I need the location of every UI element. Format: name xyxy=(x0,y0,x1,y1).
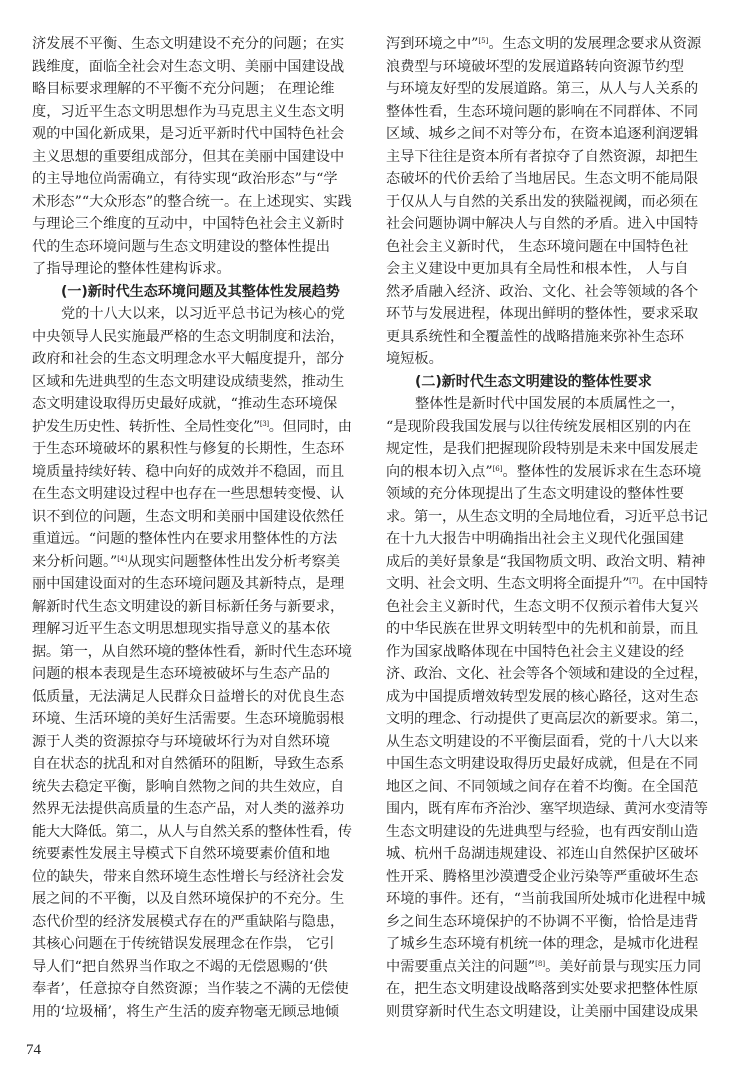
text-line xyxy=(32,168,352,191)
text-line xyxy=(386,348,708,371)
text-line xyxy=(386,663,708,686)
text-line xyxy=(386,461,708,484)
citation-marker: [6] xyxy=(492,464,503,473)
text-line xyxy=(386,168,708,191)
citation-marker: [3] xyxy=(259,419,269,428)
line-text: 社会问题协调中解决人与自然的矛盾。进入中国特 xyxy=(386,216,699,232)
text-line xyxy=(386,236,708,259)
text-line xyxy=(32,978,352,1001)
text-line xyxy=(32,506,352,529)
line-text: 观的中国化新成果，是习近平新时代中国特色社会 xyxy=(32,126,345,142)
text-line xyxy=(32,146,352,169)
line-text: 泻到环境之中” xyxy=(386,36,479,52)
text-line xyxy=(386,956,708,979)
left-column xyxy=(32,33,352,1023)
line-text: 自在状态的扰乱和对自然循环的阻断，导致生态系 xyxy=(32,756,345,772)
text-line xyxy=(386,911,708,934)
line-text: 护发生历史性、转折性、全局性变化” xyxy=(32,418,260,435)
line-text: 性开采、腾格里沙漠遭受企业污染等严重破坏生态 xyxy=(386,868,699,885)
line-text: 济发展不平衡、生态文明建设不充分的问题；在实 xyxy=(32,36,345,52)
text-line xyxy=(32,78,352,101)
text-line xyxy=(386,506,708,529)
line-text: “是现阶段我国发展与以往传统发展相区别的内在 xyxy=(386,418,692,435)
line-text: 导人们“把自然界当作取之不竭的无偿恩赐的‘供 xyxy=(32,958,328,975)
line-text: 在生态文明建设过程中也存在一些思想转变慢、认 xyxy=(32,486,345,502)
text-line xyxy=(386,191,708,214)
text-line xyxy=(386,888,708,911)
line-text-after-citation: 。美好前景与现实压力同 xyxy=(545,958,702,975)
text-line xyxy=(32,213,352,236)
text-line xyxy=(386,1001,708,1024)
text-line xyxy=(32,551,352,574)
line-text: 据。第一，从自然环境的整体性看，新时代生态环境 xyxy=(32,643,352,660)
text-line xyxy=(32,236,352,259)
text-line xyxy=(32,821,352,844)
section-heading xyxy=(32,281,352,304)
line-text: 中央领导人民实施最严格的生态文明制度和法治， xyxy=(32,328,345,345)
text-line xyxy=(386,123,708,146)
text-line xyxy=(32,753,352,776)
text-line xyxy=(32,641,352,664)
text-line xyxy=(386,393,708,416)
line-text: 践维度，面临全社会对生态文明、美丽中国建设战 xyxy=(32,58,345,75)
section-heading xyxy=(386,371,708,394)
line-text: 态文明建设取得历史最好成就，“推动生态环境保 xyxy=(32,396,338,412)
text-line xyxy=(32,731,352,754)
text-line xyxy=(32,416,352,439)
text-line xyxy=(386,821,708,844)
text-line xyxy=(386,483,708,506)
text-line xyxy=(32,686,352,709)
text-line xyxy=(386,213,708,236)
line-text: (二)新时代生态文明建设的整体性要求 xyxy=(415,373,652,390)
line-text: 色社会主义新时代， 生态环境问题在中国特色社 xyxy=(386,238,689,255)
line-text: 整体性看，生态环境问题的影响在不同群体、不同 xyxy=(386,103,699,120)
line-text: 领域的充分体现提出了生态文明建设的整体性要 xyxy=(386,486,684,502)
line-text: 色社会主义新时代，生态文明不仅预示着伟大复兴 xyxy=(386,598,699,615)
citation-marker: [5] xyxy=(478,37,489,45)
line-text: 区域、城乡之间不对等分布，在资本追逐利润逻辑 xyxy=(386,126,699,142)
line-text: 问题的根本表现是生态环境被破坏与生态产品的 xyxy=(32,666,330,682)
line-text-after-citation: 。整体性的发展诉求在生态环境 xyxy=(502,463,702,480)
text-line xyxy=(386,78,708,101)
text-line xyxy=(32,348,352,371)
line-text: 城、杭州千岛湖违规建设、祁连山自然保护区破坏 xyxy=(386,846,699,862)
line-text: 中需要重点关注的问题” xyxy=(386,958,536,975)
text-line xyxy=(32,258,352,281)
text-line xyxy=(32,461,352,484)
text-line xyxy=(32,663,352,686)
line-text: 术形态”“大众形态”的整合统一。在上述现实、实践 xyxy=(32,193,352,210)
line-text: 与环境友好型的发展道路。第三，从人与人关系的 xyxy=(386,81,699,97)
citation-marker: [8] xyxy=(535,959,546,968)
line-text-after-citation: 。生态文明的发展理念要求从资源 xyxy=(488,36,702,52)
text-line xyxy=(386,708,708,731)
line-text: 中国生态文明建设取得历史最好成就，但是在不同 xyxy=(386,756,699,772)
text-line xyxy=(386,326,708,349)
line-text: 区域和先进典型的生态文明建设成绩斐然，推动生 xyxy=(32,373,345,390)
line-text: 代的生态环境问题与生态文明建设的整体性提出 xyxy=(32,238,330,255)
text-line xyxy=(32,101,352,124)
line-text: 了城乡生态环境有机统一体的理念，是城市化进程 xyxy=(386,936,699,952)
line-text: 能大大降低。第二，从人与自然关系的整体性看，传 xyxy=(32,823,352,840)
line-text: 态代价型的经济发展模式存在的严重缺陷与隐患， xyxy=(32,913,345,930)
line-text: 与理论三个维度的互动中，中国特色社会主义新时 xyxy=(32,216,345,232)
line-text: 略目标要求理解的不平衡不充分问题； 在理论维 xyxy=(32,81,335,97)
text-line xyxy=(32,911,352,934)
line-text: 于生态环境破坏的累积性与修复的长期性，生态环 xyxy=(32,441,345,457)
text-line xyxy=(32,798,352,821)
text-line xyxy=(386,101,708,124)
line-text: 在十九大报告中明确指出社会主义现代化强国建 xyxy=(386,531,684,547)
line-text: 文明、社会文明、生态文明将全面提升” xyxy=(386,576,630,592)
line-text: 其核心问题在于传统错误发展理念在作祟， 它引 xyxy=(32,936,335,952)
page-number: 74 xyxy=(26,1042,41,1058)
text-line xyxy=(32,438,352,461)
text-line xyxy=(32,528,352,551)
text-line xyxy=(32,776,352,799)
text-line xyxy=(386,753,708,776)
text-line xyxy=(386,776,708,799)
text-line xyxy=(386,573,708,596)
text-line xyxy=(32,33,352,56)
line-text: 更具系统性和全覆盖性的战略措施来弥补生态环 xyxy=(386,328,684,345)
text-line xyxy=(386,146,708,169)
text-line xyxy=(386,416,708,439)
text-line xyxy=(386,933,708,956)
text-line xyxy=(386,56,708,79)
line-text-after-citation: 。但同时，由 xyxy=(268,418,352,435)
line-text: 浪费型与环境破坏型的发展道路转向资源节约型 xyxy=(386,58,684,75)
line-text: 展之间的不平衡，以及自然环境保护的不充分。生 xyxy=(32,891,345,907)
text-line xyxy=(32,618,352,641)
line-text: 从生态文明建设的不平衡层面看，党的十八大以来 xyxy=(386,733,699,750)
text-line xyxy=(386,528,708,551)
text-line xyxy=(386,596,708,619)
line-text: 的中华民族在世界文明转型中的先机和前景，而且 xyxy=(386,621,699,637)
line-text: 境短板。 xyxy=(386,351,443,367)
text-line xyxy=(32,123,352,146)
line-text: 在，把生态文明建设战略落到实处要求把整体性原 xyxy=(386,981,699,997)
text-line xyxy=(32,1001,352,1024)
text-line xyxy=(32,708,352,731)
line-text: 的主导地位尚需确立，有待实现“政治形态”与“学 xyxy=(32,171,338,187)
line-text-after-citation: 。在中国特 xyxy=(638,576,708,592)
line-text: 环境、生活环境的美好生活需要。生态环境脆弱根 xyxy=(32,711,345,727)
text-line xyxy=(386,731,708,754)
line-text: 生态文明建设的先进典型与经验，也有西安削山造 xyxy=(386,823,699,840)
text-line xyxy=(32,866,352,889)
line-text: 主义思想的重要组成部分，但其在美丽中国建设中 xyxy=(32,148,345,165)
line-text: 低质量，无法满足人民群众日益增长的对优良生态 xyxy=(32,688,345,705)
line-text: 重道远。“问题的整体性内在要求用整体性的方法 xyxy=(32,531,338,547)
line-text: 理解习近平生态文明思想现实指导意义的基本依 xyxy=(32,621,330,637)
line-text: 向的根本切入点” xyxy=(386,463,493,480)
citation-marker: [7] xyxy=(629,577,639,585)
line-text: 求。第一，从生态文明的全局地位看，习近平总书记 xyxy=(386,508,708,525)
line-text: 于仅从人与自然的关系出发的狭隘视阈，而必须在 xyxy=(386,193,699,210)
line-text: 则贯穿新时代生态文明建设，让美丽中国建设成果 xyxy=(386,1003,699,1020)
line-text: 然矛盾融入经济、政治、文化、社会等领域的各个 xyxy=(386,283,699,300)
line-text: 济、政治、文化、社会等各个领域和建设的全过程， xyxy=(386,666,708,682)
line-text: 统要素性发展主导模式下自然环境要素价值和地 xyxy=(32,846,330,862)
text-line xyxy=(32,393,352,416)
right-column xyxy=(386,33,708,1023)
line-text: 奉者’，任意掠夺自然资源；当作装之不满的无偿使 xyxy=(32,981,349,997)
text-line xyxy=(386,438,708,461)
line-text: 政府和社会的生态文明理念水平大幅度提升，部分 xyxy=(32,351,345,367)
line-text: 党的十八大以来，以习近平总书记为核心的党 xyxy=(61,306,345,322)
text-line xyxy=(32,843,352,866)
line-text: 态破坏的代价丢给了当地居民。生态文明不能局限 xyxy=(386,171,699,187)
line-text: 然界无法提供高质量的生态产品，对人类的滋养功 xyxy=(32,801,345,817)
line-text: 环境的事件。还有，“当前我国所处城市化进程中城 xyxy=(386,891,706,907)
line-text: 乡之间生态环境保护的不协调不平衡，恰恰是违背 xyxy=(386,913,699,930)
line-text: 成为中国提质增效转型发展的核心路径，这对生态 xyxy=(386,688,699,705)
text-line xyxy=(32,191,352,214)
text-line xyxy=(386,281,708,304)
line-text: 统失去稳定平衡，影响自然物之间的共生效应，自 xyxy=(32,778,345,795)
text-line xyxy=(32,888,352,911)
line-text: 了指导理论的整体性建构诉求。 xyxy=(32,261,231,277)
text-line xyxy=(32,483,352,506)
text-line xyxy=(386,798,708,821)
text-line xyxy=(386,641,708,664)
line-text: 位的缺失，带来自然环境生态性增长与经济社会发 xyxy=(32,868,345,885)
text-line xyxy=(32,596,352,619)
text-line xyxy=(32,326,352,349)
line-text: 环节与发展进程，体现出鲜明的整体性，要求采取 xyxy=(386,306,699,322)
text-line xyxy=(386,978,708,1001)
line-text: 地区之间、不同领域之间存在着不均衡。在全国范 xyxy=(386,778,699,795)
line-text: 解新时代生态文明建设的新目标新任务与新要求， xyxy=(32,598,345,615)
text-line xyxy=(386,303,708,326)
text-line xyxy=(32,56,352,79)
text-line xyxy=(386,686,708,709)
line-text: 度，习近平生态文明思想作为马克思主义生态文明 xyxy=(32,103,345,120)
text-line xyxy=(386,843,708,866)
line-text: 会主义建设中更加具有全局性和根本性， 人与自 xyxy=(386,261,689,277)
text-line xyxy=(32,573,352,596)
line-text: 作为国家战略体现在中国特色社会主义建设的经 xyxy=(386,643,684,660)
line-text: 文明的理念、行动提供了更高层次的新要求。第二， xyxy=(386,711,708,727)
text-line xyxy=(386,258,708,281)
line-text: 整体性是新时代中国发展的本质属性之一， xyxy=(415,396,685,412)
text-line xyxy=(386,866,708,889)
line-text: 识不到位的问题，生态文明和美丽中国建设依然任 xyxy=(32,508,345,525)
line-text: 来分析问题。” xyxy=(32,553,118,570)
citation-marker: [4] xyxy=(117,554,128,563)
line-text: 主导下往往是资本所有者掠夺了自然资源，却把生 xyxy=(386,148,699,165)
line-text: 源于人类的资源掠夺与环境破坏行为对自然环境 xyxy=(32,733,330,750)
text-line xyxy=(386,33,708,56)
text-line xyxy=(32,956,352,979)
text-line xyxy=(32,371,352,394)
line-text: 境质量持续好转、稳中向好的成效并不稳固，而且 xyxy=(32,463,345,480)
line-text: 规定性，是我们把握现阶段特别是未来中国发展走 xyxy=(386,441,699,457)
line-text: (一)新时代生态环境问题及其整体性发展趋势 xyxy=(61,283,340,300)
line-text: 丽中国建设面对的生态环境问题及其新特点，是理 xyxy=(32,576,345,592)
line-text: 成后的美好景象是“我国物质文明、政治文明、精神 xyxy=(386,553,706,570)
line-text: 用的‘垃圾桶’，将生产生活的废弃物毫无顾忌地倾 xyxy=(32,1003,339,1020)
text-line xyxy=(32,933,352,956)
text-line xyxy=(32,303,352,326)
line-text-after-citation: 从现实问题整体性出发分析考察美 xyxy=(127,553,341,570)
text-line xyxy=(386,618,708,641)
line-text: 围内，既有库布齐治沙、塞罕坝造绿、黄河水变清等 xyxy=(386,801,708,817)
text-line xyxy=(386,551,708,574)
